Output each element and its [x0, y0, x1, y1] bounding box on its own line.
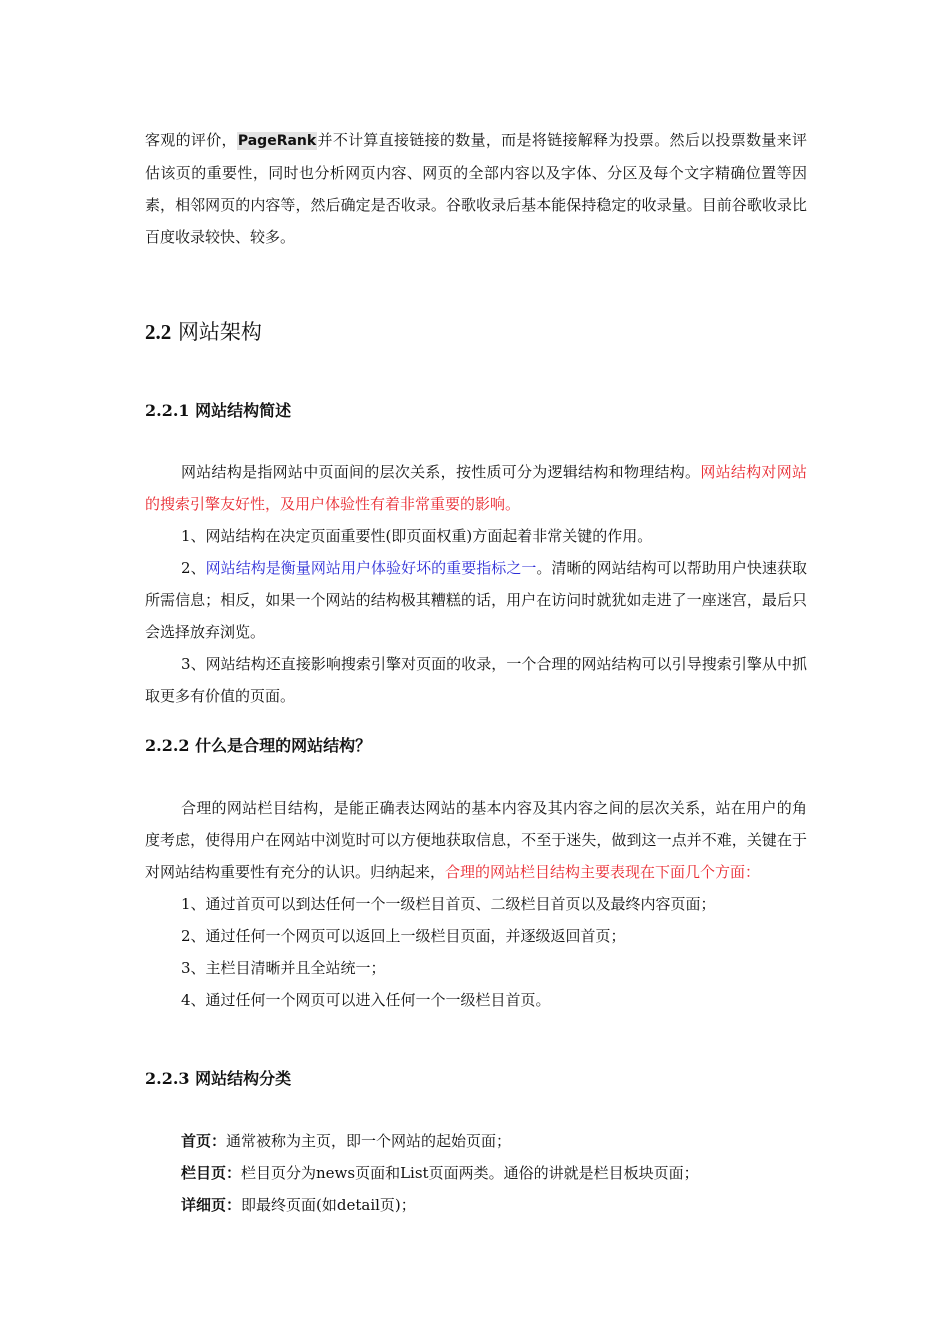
section-2-2-3-heading: 2.2.3 网站结构分类	[145, 1069, 292, 1088]
column-page-definition	[145, 1157, 807, 1189]
section-number: 2.2	[145, 320, 172, 344]
section-2-2-heading	[145, 316, 262, 346]
intro-paragraph	[145, 124, 807, 253]
structure-intro-paragraph	[145, 456, 807, 520]
structure-intro-highlight: 网站结构对网站的搜索引擎友好性，及用户体验性有着非常重要的影响。	[145, 463, 807, 513]
section-2-2-1-body	[145, 456, 807, 712]
section-2-2-3-body	[145, 1125, 807, 1221]
section-2-2-2-body	[145, 792, 807, 1016]
intro-text-start: 客观的评价，	[145, 131, 237, 149]
structure-item-2-text: 。清晰的网站结构可以帮助用户快速获取所需信息；相反，如果一个网站的结构极其糟糕的话，用户在访问时就犹如走进了一座迷宫，最后只会选择放弃浏览。	[145, 559, 807, 641]
detail-page-definition	[145, 1189, 807, 1221]
column-page-term: 栏目页：	[181, 1164, 242, 1182]
reasonable-item-4: 4、通过任何一个网页可以进入任何一个一级栏目首页。	[181, 991, 551, 1009]
reasonable-item-2: 2、通过任何一个网页可以返回上一级栏目页面，并逐级返回首页；	[181, 927, 626, 945]
section-2-2-2-heading: 2.2.2 什么是合理的网站结构？	[145, 736, 372, 755]
home-page-term: 首页：	[181, 1132, 227, 1150]
structure-item-2-highlight: 网站结构是衡量网站用户体验好坏的重要指标之一	[205, 559, 537, 577]
structure-item-3: 3、网站结构还直接影响搜索引擎对页面的收录，一个合理的网站结构可以引导搜索引擎从中抓取更多有价值的页面。	[145, 655, 807, 705]
reasonable-item-3: 3、主栏目清晰并且全站统一；	[181, 959, 386, 977]
reasonable-structure-paragraph	[145, 792, 807, 888]
pagerank-term: PageRank	[237, 133, 317, 149]
reasonable-structure-text: 合理的网站栏目结构，是能正确表达网站的基本内容及其内容之间的层次关系，站在用户的角度考虑，使得用户在网站中浏览时可以方便地获取信息，不至于迷失，做到这一点并不难，关键在于对网站结构重要性有充分的认识。归纳起来，	[145, 799, 807, 881]
column-page-desc: 栏目页分为news页面和List页面两类。通俗的讲就是栏目板块页面；	[241, 1164, 699, 1182]
reasonable-item-1: 1、通过首页可以到达任何一个一级栏目首页、二级栏目首页以及最终内容页面；	[181, 895, 716, 913]
structure-item-1: 1、网站结构在决定页面重要性(即页面权重)方面起着非常关键的作用。	[181, 527, 653, 545]
detail-page-desc: 即最终页面(如detail页)；	[241, 1196, 416, 1214]
structure-item-2	[145, 552, 807, 648]
reasonable-structure-highlight: 合理的网站栏目结构主要表现在下面几个方面：	[445, 863, 761, 881]
section-title: 网站架构	[177, 320, 262, 344]
intro-text-rest: 并不计算直接链接的数量，而是将链接解释为投票。然后以投票数量来评估该页的重要性，同时也分析网页内容、网页的全部内容以及字体、分区及每个文字精确位置等因素，相邻网页的内容等，然后确定是否收录。谷歌收录后基本能保持稳定的收录量。目前谷歌收录比百度收录较快、较多。	[145, 131, 807, 246]
section-2-2-1-heading: 2.2.1 网站结构简述	[145, 401, 292, 420]
home-page-desc: 通常被称为主页，即一个网站的起始页面；	[226, 1132, 512, 1150]
structure-item-2-prefix: 2、	[181, 559, 206, 577]
structure-intro-text: 网站结构是指网站中页面间的层次关系，按性质可分为逻辑结构和物理结构。	[181, 463, 701, 481]
detail-page-term: 详细页：	[181, 1196, 242, 1214]
home-page-definition	[145, 1125, 807, 1157]
